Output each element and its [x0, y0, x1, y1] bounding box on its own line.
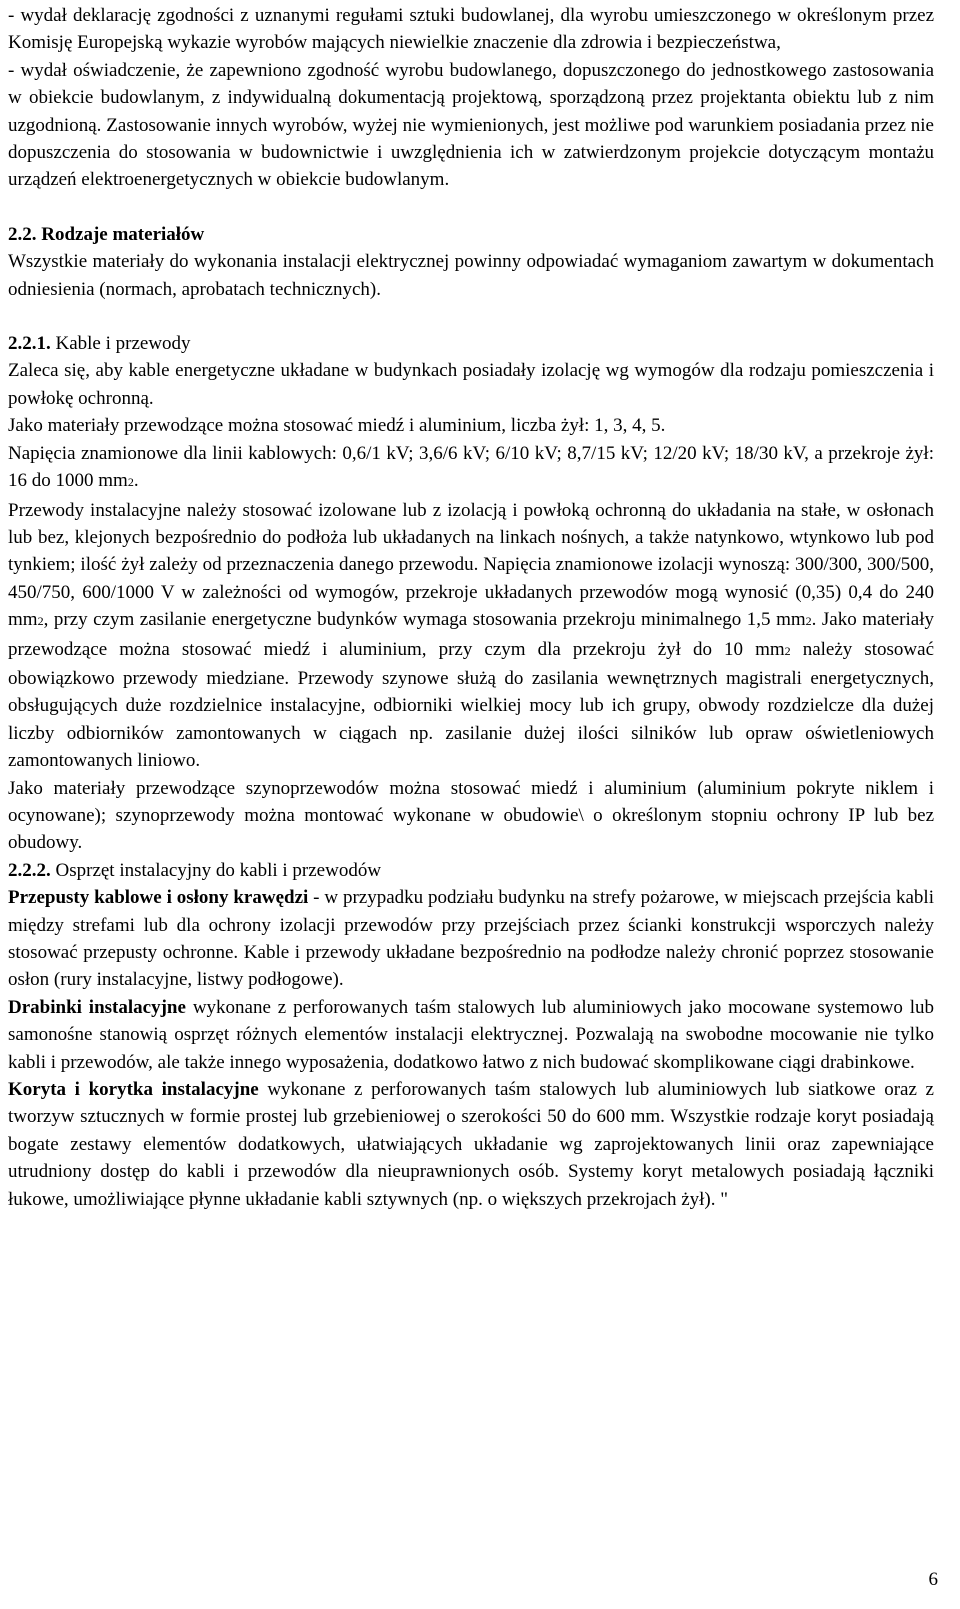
- paragraph: Koryta i korytka instalacyjne wykonane z perforowanych taśm stalowych lub aluminiowych lub siatkowe oraz z tworzyw sztucznych w formie prostej lub grzebieniowej o szerokości 50 do 600 mm. Wszystkie rodzaje koryt posiadają bogate zestawy elementów dodatkowych, ułatwiających układanie wg zaprojektowanych linii oraz zapewniające utrudniony dostęp do kabli i przewodów dla nieuprawnionych osób. Systemy koryt metalowych posiadają łączniki łukowe, umożliwiające płynne układanie kabli sztywnych (np. o większych przekrojach żył). ": [8, 1079, 934, 1210]
- paragraph: Drabinki instalacyjne wykonane z perforowanych taśm stalowych lub aluminiowych jako mocowane systemowo lub samonośne stanowią osprzęt różnych elementów instalacji elektrycznej. Pozwalają na swobodne mocowanie nie tylko kabli i przewodów, ale także innego wyposażenia, dodatkowo łatwo z nich budować skomplikowane ciągi drabinkowe.: [8, 996, 934, 1073]
- paragraph: Jako materiały przewodzące szynoprzewodów można stosować miedź i aluminium (aluminium pokryte niklem i ocynowane); szynoprzewody można montować wykonane w obudowie\ o określonym stopniu ochrony IP lub bez obudowy.: [8, 777, 934, 854]
- section-title: Rodzaje materiałów: [41, 223, 205, 245]
- term: Drabinki instalacyjne: [8, 996, 186, 1018]
- paragraph: Przepusty kablowe i osłony krawędzi - w przypadku podziału budynku na strefy pożarowe, w miejscach przejścia kabli między strefami lub dla ochrony izolacji przewodów przy przejściach przez ścianki konstrukcji wsporczych należy stosować przepusty ochronne. Kable i przewody układane bezpośrednio na podłodze należy chronić poprzez stosowanie osłon (rury instalacyjne, listwy podłogowe).: [8, 887, 934, 991]
- section-2-2-1-heading: [8, 330, 934, 357]
- paragraph: Zaleca się, aby kable energetyczne układane w budynkach posiadały izolację wg wymogów dla rodzaju pomieszczenia i powłokę ochronną.: [8, 360, 934, 409]
- intro-bullet-2: - wydał oświadczenie, że zapewniono zgodność wyrobu budowlanego, dopuszczonego do jednostkowego zastosowania w obiekcie budowlanym, z indywidualną dokumentacją projektową, sporządzoną przez projektanta obiektu lub z nim uzgodnioną. Zastosowanie innych wyrobów, wyżej nie wymienionych, jest możliwe pod warunkiem posiadania przez nie dopuszczenia do stosowania w budownictwie i uwzględnienia ich w zatwierdzonym projekcie dotyczącym montażu urządzeń elektroenergetycznych w obiekcie budowlanym.: [8, 59, 934, 191]
- term: Przepusty kablowe i osłony krawędzi: [8, 887, 309, 909]
- section-number: 2.2.2.: [8, 859, 51, 881]
- section-2-2-heading: [8, 221, 934, 248]
- paragraph: Przewody instalacyjne należy stosować izolowane lub z izolacją i powłoką ochronną do układania na stałe, w osłonach lub bez, klejonych bezpośrednio do podłoża lub układanych na linkach nośnych, a także natynkowo, wtynkowo lub pod tynkiem; ilość żył zależy od przeznaczenia danego przewodu. Napięcia znamionowe izolacji wynoszą: 300/300, 300/500, 450/750, 600/1000 V w zależności od wymogów, przekroje układanych przewodów mogą wynosić (0,35) 0,4 do 240 mm2, przy czym zasilanie energetyczne budynków wymaga stosowania przekroju minimalnego 1,5 mm2. Jako materiały przewodzące można stosować miedź i aluminium, przy czym dla przekroju żył do 10 mm2 należy stosować obowiązkowo przewody miedziane. Przewody szynowe służą do zasilania wewnętrznych magistrali energetycznych, obsługujących duże rozdzielnice instalacyjne, odbiorniki wielkiej mocy lub ich grupy, obwody rozdzielcze dla dużej liczby odbiorników zamontowanych w ciągach np. zasilanie dużej ilości silników lub opraw oświetleniowych zamontowanych liniowo.: [8, 499, 935, 772]
- paragraph: Napięcia znamionowe dla linii kablowych: 0,6/1 kV; 3,6/6 kV; 6/10 kV; 8,7/15 kV; 12/20 kV; 18/30 kV, a przekroje żył: 16 do 1000 mm2.: [8, 442, 934, 492]
- section-number: 2.2.: [8, 223, 37, 245]
- document-page: [8, 2, 934, 1213]
- section-number: 2.2.1.: [8, 333, 51, 355]
- page-number: 6: [928, 1569, 938, 1590]
- paragraph: Jako materiały przewodzące można stosować miedź i aluminium, liczba żył: 1, 3, 4, 5.: [8, 415, 666, 437]
- section-title: Osprzęt instalacyjny do kabli i przewodów: [55, 859, 382, 881]
- intro-bullet-1: - wydał deklarację zgodności z uznanymi regułami sztuki budowlanej, dla wyrobu umieszczonego w określonym przez Komisję Europejską wykazie wyrobów mających niewielkie znaczenie dla zdrowia i bezpieczeństwa,: [8, 5, 934, 54]
- section-2-2-2-heading: [8, 857, 934, 884]
- section-title: Kable i przewody: [55, 333, 191, 355]
- term: Koryta i korytka instalacyjne: [8, 1079, 259, 1101]
- section-2-2-text: Wszystkie materiały do wykonania instalacji elektrycznej powinny odpowiadać wymaganiom zawartym w dokumentach odniesienia (normach, aprobatach technicznych).: [8, 251, 934, 300]
